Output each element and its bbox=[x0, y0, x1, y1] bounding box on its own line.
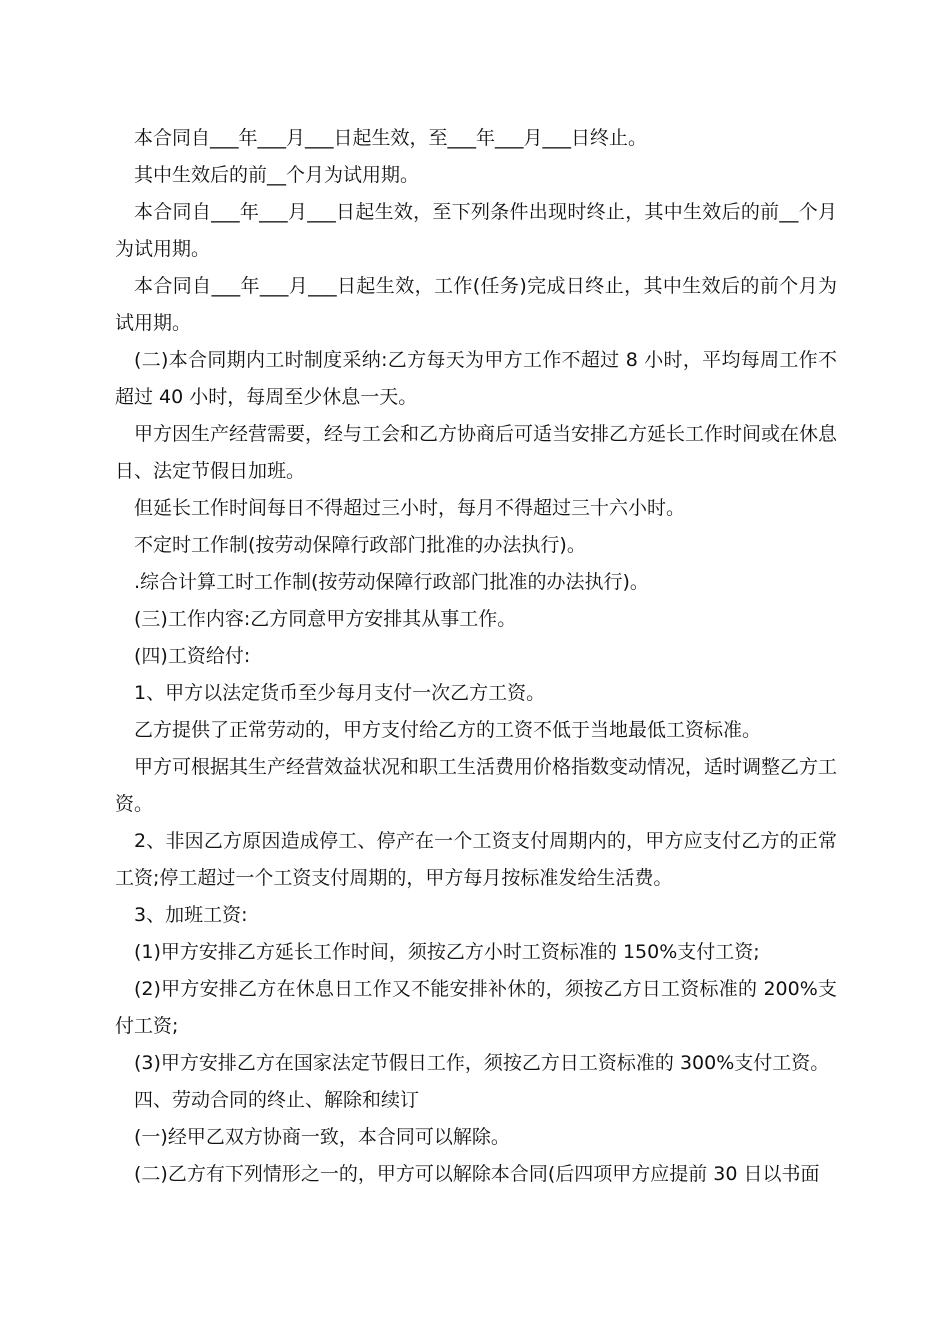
paragraph: (1)甲方安排乙方延长工作时间，须按乙方小时工资标准的 150%支付工资; bbox=[134, 941, 760, 963]
paragraph: (二)本合同期内工时制度采纳:乙方每天为甲方工作不超过 8 小时，平均每周工作不超过 40 小时，每周至少休息一天。 bbox=[115, 349, 837, 408]
paragraph: (3)甲方安排乙方在国家法定节假日工作，须按乙方日工资标准的 300%支付工资。 bbox=[134, 1052, 830, 1074]
paragraph: .综合计算工时工作制(按劳动保障行政部门批准的办法执行)。 bbox=[134, 571, 649, 593]
paragraph: (四)工资给付: bbox=[134, 645, 251, 667]
paragraph: (一)经甲乙双方协商一致，本合同可以解除。 bbox=[134, 1126, 510, 1148]
paragraph: 2、非因乙方原因造成停工、停产在一个工资支付周期内的，甲方应支付乙方的正常工资;停工超过一个工资支付周期的，甲方每月按标准发给生活费。 bbox=[115, 830, 837, 889]
paragraph: 甲方因生产经营需要，经与工会和乙方协商后可适当安排乙方延长工作时间或在休息日、法定节假日加班。 bbox=[115, 423, 838, 482]
paragraph: (二)乙方有下列情形之一的，甲方可以解除本合同(后四项甲方应提前 30 日以书面 bbox=[134, 1163, 820, 1185]
paragraph: 但延长工作时间每日不得超过三小时，每月不得超过三十六小时。 bbox=[134, 497, 686, 519]
paragraph: 3、加班工资: bbox=[134, 904, 248, 926]
paragraph: 不定时工作制(按劳动保障行政部门批准的办法执行)。 bbox=[134, 534, 586, 556]
paragraph: 本合同自___年___月___日起生效，工作(任务)完成日终止，其中生效后的前个月为试用期。 bbox=[115, 275, 837, 334]
paragraph: 1、甲方以法定货币至少每月支付一次乙方工资。 bbox=[134, 682, 546, 704]
paragraph: (2)甲方安排乙方在休息日工作又不能安排补休的，须按乙方日工资标准的 200%支付工资; bbox=[115, 978, 837, 1037]
paragraph: 四、劳动合同的终止、解除和续订 bbox=[134, 1089, 420, 1111]
paragraph: 其中生效后的前__个月为试用期。 bbox=[134, 164, 420, 186]
paragraph: 本合同自___年___月___日起生效，至___年___月___日终止。 bbox=[134, 127, 648, 149]
paragraph: 乙方提供了正常劳动的，甲方支付给乙方的工资不低于当地最低工资标准。 bbox=[134, 719, 762, 741]
paragraph: 本合同自___年___月___日起生效，至下列条件出现时终止，其中生效后的前__个月为试用期。 bbox=[115, 201, 837, 260]
paragraph: 甲方可根据其生产经营效益状况和职工生活费用价格指数变动情况，适时调整乙方工资。 bbox=[115, 756, 838, 815]
paragraph: (三)工作内容:乙方同意甲方安排其从事工作。 bbox=[134, 608, 517, 630]
document-body bbox=[115, 120, 837, 1193]
